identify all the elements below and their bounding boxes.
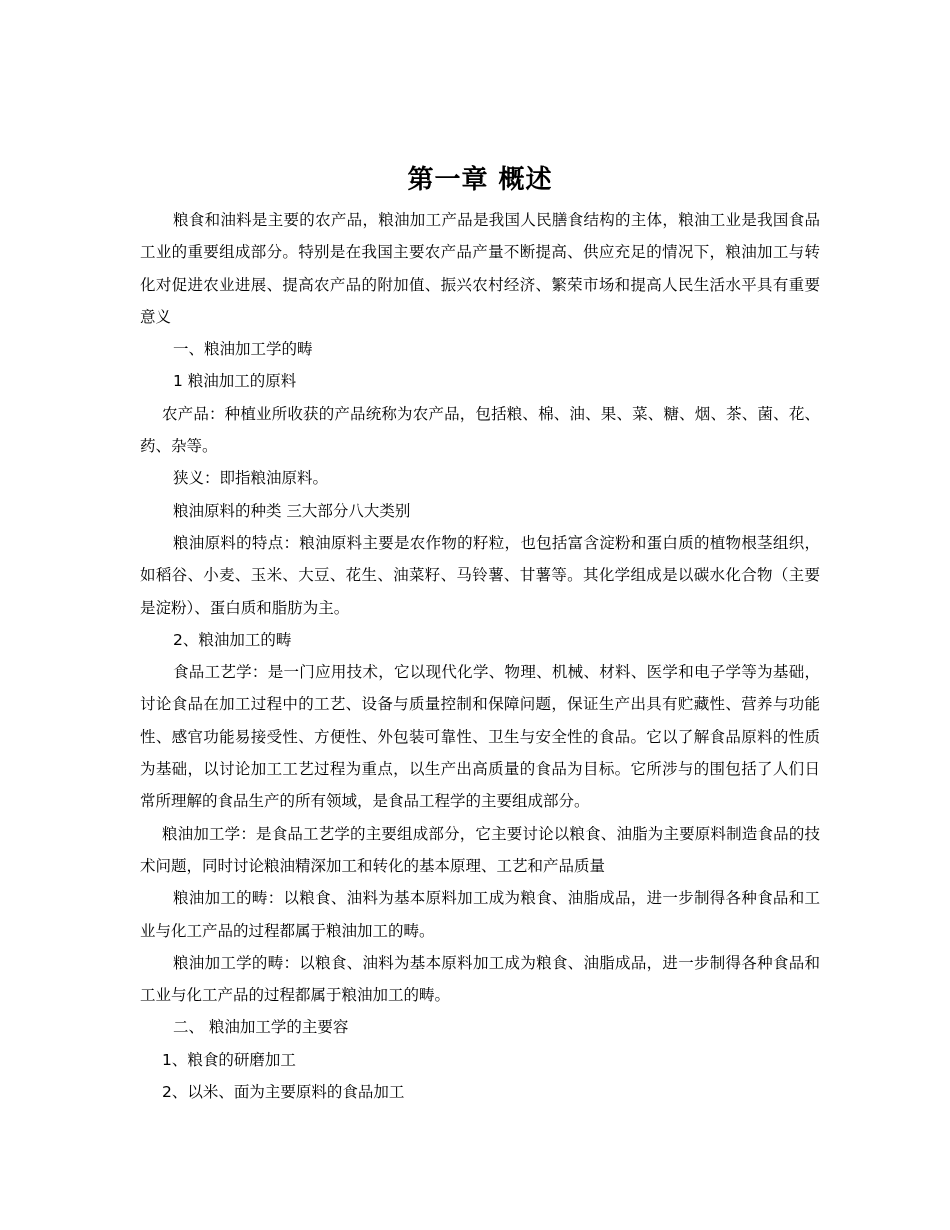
paragraph-narrow-sense: 狭义：即指粮油原料。 <box>173 469 329 488</box>
list-item-2: 2、以米、面为主要原料的食品加工 <box>162 1083 405 1102</box>
paragraph-intro: 粮食和油料是主要的农产品，粮油加工产品是我国人民膳食结构的主体，粮油工业是我国食品工业的重要组成部分。特别是在我国主要农产品产量不断提高、供应充足的情况下，粮油加工与转化对促进农业进展、提高农产品的附加值、振兴农村经济、繁荣市场和提高人民生活水平具有重要意义 <box>140 211 820 326</box>
paragraph-material-types: 粮油原料的种类 三大部分八大类别 <box>173 501 411 520</box>
section-heading-2: 二、 粮油加工学的主要容 <box>173 1018 349 1037</box>
paragraph-grain-oil-processing-science: 粮油加工学：是食品工艺学的主要组成部分，它主要讨论以粮食、油脂为主要原料制造食品的技术问题，同时讨论粮油精深加工和转化的基本原理、工艺和产品质量 <box>140 824 820 875</box>
paragraph-material-features: 粮油原料的特点：粮油原料主要是农作物的籽粒，也包括富含淀粉和蛋白质的植物根茎组织，如稻谷、小麦、玉米、大豆、花生、油菜籽、马铃薯、甘薯等。其化学组成是以碳水化合物（主要是淀粉）、蛋白质和脂肪为主。 <box>140 533 820 617</box>
paragraph-food-technology: 食品工艺学：是一门应用技术，它以现代化学、物理、机械、材料、医学和电子学等为基础，讨论食品在加工过程中的工艺、设备与质量控制和保障问题，保证生产出具有贮藏性、营养与功能性、感官功能易接受性、方便性、外包装可靠性、卫生与安全性的食品。它以了解食品原料的性质为基础，以讨论加工工艺过程为重点，以生产出高质量的食品为目标。它所涉与的围包括了人们日常所理解的食品生产的所有领域，是食品工程学的主要组成部分。 <box>140 663 820 811</box>
list-item-1: 1、粮食的研磨加工 <box>162 1050 296 1069</box>
subsection-heading-1-2: 2、粮油加工的畴 <box>173 630 292 649</box>
paragraph-science-scope: 粮油加工学的畴：以粮食、油料为基本原料加工成为粮食、油脂成品，进一步制得各种食品和工业与化工产品的过程都属于粮油加工的畴。 <box>140 953 820 1005</box>
paragraph-processing-scope: 粮油加工的畴：以粮食、油料为基本原料加工成为粮食、油脂成品，进一步制得各种食品和工业与化工产品的过程都属于粮油加工的畴。 <box>140 889 820 940</box>
section-heading-1: 一、粮油加工学的畴 <box>173 340 313 359</box>
paragraph-agri-products: 农产品：种植业所收获的产品统称为农产品，包括粮、棉、油、果、菜、糖、烟、茶、菌、花、药、杂等。 <box>140 404 820 456</box>
subsection-heading-1-1: 1 粮油加工的原料 <box>173 372 297 391</box>
chapter-title: 第一章 概述 <box>407 165 553 195</box>
